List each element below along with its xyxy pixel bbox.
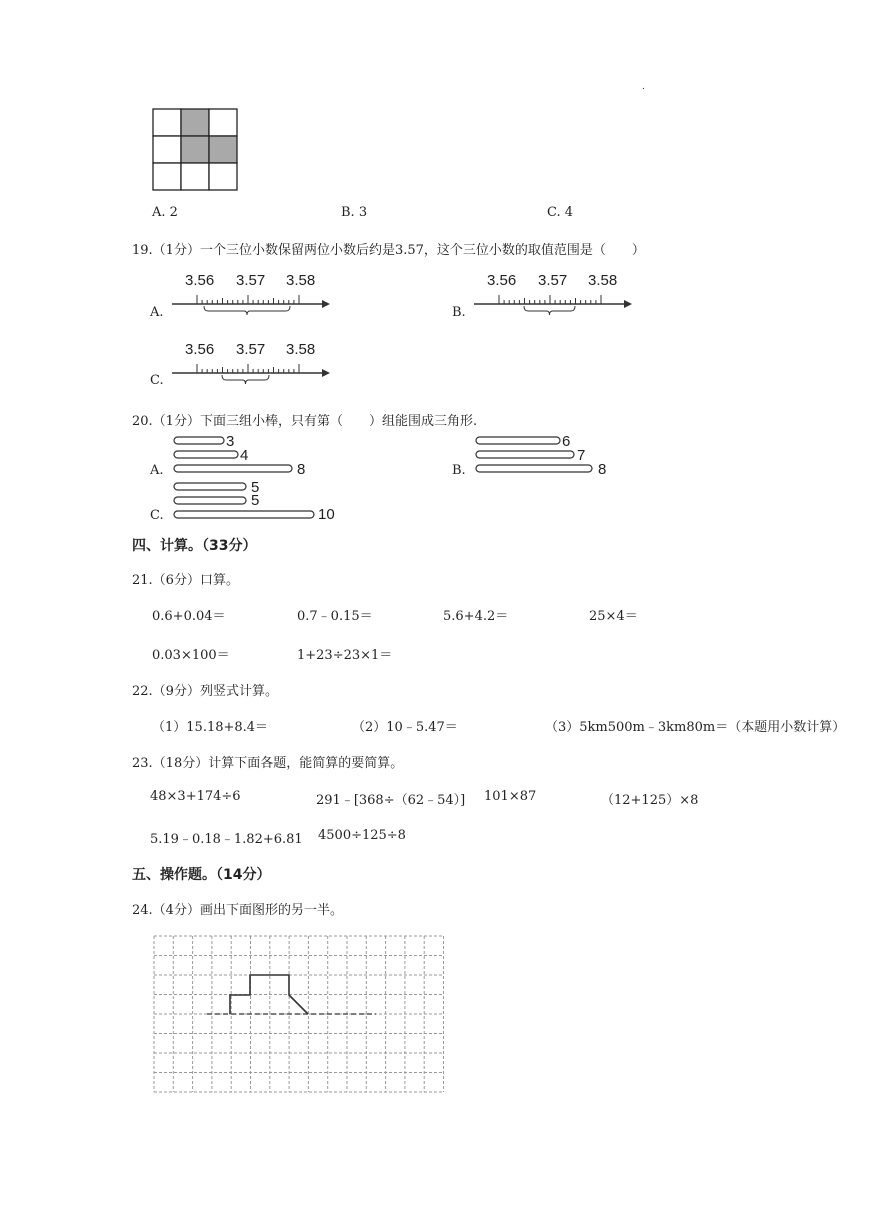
q21-item-2: 0.7﹣0.15＝ xyxy=(297,609,373,624)
stick-a-2-length: 4 xyxy=(240,447,249,464)
stick-c-3-length: 10 xyxy=(318,506,335,523)
nl-b-label-358: 3.58 xyxy=(588,272,618,289)
q21-item-1: 0.6+0.04＝ xyxy=(152,609,226,624)
stick-group-c-label: C. xyxy=(150,508,164,523)
shaded-grid-figure xyxy=(152,108,238,191)
q18-option-b: B. 3 xyxy=(341,205,368,220)
nl-b-label-356: 3.56 xyxy=(487,272,517,289)
symmetry-grid-figure xyxy=(154,936,444,1093)
arrow-head xyxy=(322,300,330,308)
range-brace xyxy=(524,306,575,315)
grid-cell xyxy=(209,109,237,136)
q19-option-b-label: B. xyxy=(452,305,466,320)
stick-c-1-length: 5 xyxy=(251,479,260,496)
q23-item-1: 48×3+174÷6 xyxy=(150,789,241,804)
stick-group-a-label: A. xyxy=(150,463,164,478)
q22-item-3: （3）5km500m﹣3km80m＝（本题用小数计算） xyxy=(545,720,846,735)
top-dot: . xyxy=(642,82,645,92)
q22-item-2: （2）10﹣5.47＝ xyxy=(352,720,458,735)
shaded-cell xyxy=(181,109,209,136)
number-line-a-drawing xyxy=(172,292,332,322)
q23-item-3: 101×87 xyxy=(484,789,537,804)
shaded-cell xyxy=(209,136,237,163)
q19-option-c-label: C. xyxy=(150,373,164,388)
q19-option-a-label: A. xyxy=(150,305,164,320)
q23-question: 23.（18分）计算下面各题，能简算的要简算。 xyxy=(132,756,404,771)
range-brace xyxy=(204,306,290,315)
section-4-title: 四、计算。（33分） xyxy=(132,538,257,554)
stick-b-3-length: 8 xyxy=(598,461,607,478)
grid-cell xyxy=(181,163,209,190)
stick-c-2-length: 5 xyxy=(251,492,260,509)
q21-item-4: 25×4＝ xyxy=(589,609,638,624)
stick-a-1-length: 3 xyxy=(226,433,235,450)
nl-a-label-357: 3.57 xyxy=(236,272,266,289)
q21-question: 21.（6分）口算。 xyxy=(132,573,239,588)
range-brace xyxy=(222,375,269,384)
grid-cell xyxy=(209,163,237,190)
stick-a-3-length: 8 xyxy=(297,461,306,478)
nl-a-label-358: 3.58 xyxy=(286,272,316,289)
stick-group-b-drawing xyxy=(474,434,634,474)
q19-question: 19.（1分）一个三位小数保留两位小数后约是3.57，这个三位小数的取值范围是（ ） xyxy=(132,243,645,258)
section-5-title: 五、操作题。（14分） xyxy=(132,867,271,883)
stick-b-1-length: 6 xyxy=(562,433,571,450)
arrow-head xyxy=(322,369,330,377)
q21-item-6: 1+23÷23×1＝ xyxy=(297,648,393,663)
q24-question: 24.（4分）画出下面图形的另一半。 xyxy=(132,903,343,918)
q22-question: 22.（9分）列竖式计算。 xyxy=(132,684,278,699)
q23-item-2: 291﹣[368÷（62﹣54）] xyxy=(316,793,466,808)
nl-c-label-357: 3.57 xyxy=(236,341,266,358)
q23-item-5: 5.19﹣0.18﹣1.82+6.81 xyxy=(150,832,303,847)
q18-option-a: A. 2 xyxy=(152,205,178,220)
grid-cell xyxy=(153,136,181,163)
q20-question: 20.（1分）下面三组小棒，只有第（ ）组能围成三角形. xyxy=(132,414,478,429)
nl-c-label-358: 3.58 xyxy=(286,341,316,358)
number-line-c-drawing xyxy=(172,361,332,391)
q21-item-5: 0.03×100＝ xyxy=(152,648,230,663)
grid-cell xyxy=(153,163,181,190)
stick-b-2-length: 7 xyxy=(577,447,586,464)
shaded-cell xyxy=(181,136,209,163)
nl-c-label-356: 3.56 xyxy=(185,341,215,358)
q22-item-1: （1）15.18+8.4＝ xyxy=(152,720,269,735)
grid-cell xyxy=(153,109,181,136)
q21-item-3: 5.6+4.2＝ xyxy=(443,609,509,624)
nl-a-label-356: 3.56 xyxy=(185,272,215,289)
arrow-head xyxy=(624,300,632,308)
q18-option-c: C. 4 xyxy=(547,205,574,220)
stick-group-b-label: B. xyxy=(452,463,466,478)
number-line-b-drawing xyxy=(474,292,634,322)
nl-b-label-357: 3.57 xyxy=(538,272,568,289)
q23-item-6: 4500÷125÷8 xyxy=(318,828,406,843)
q23-item-4: （12+125）×8 xyxy=(601,793,699,808)
stick-group-a-drawing xyxy=(172,434,332,474)
